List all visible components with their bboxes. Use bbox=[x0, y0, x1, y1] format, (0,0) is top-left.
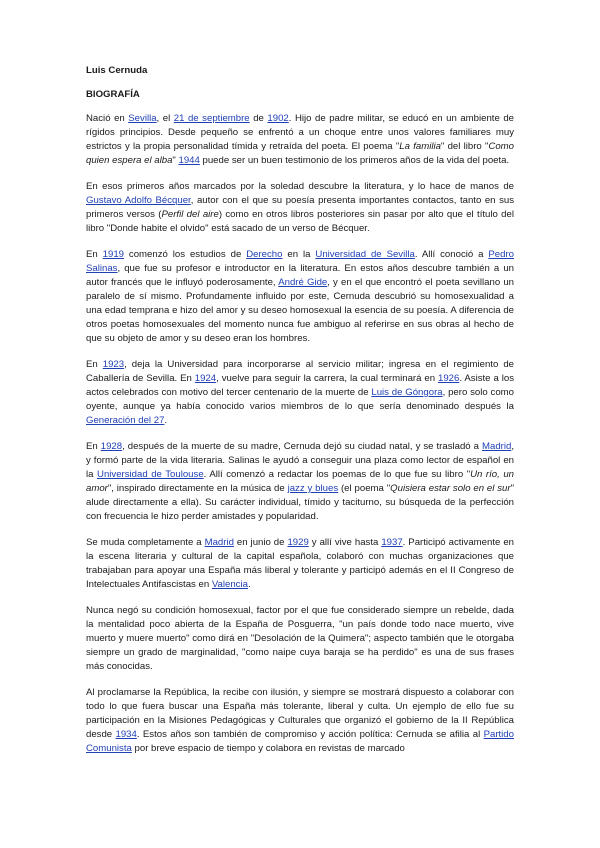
paragraph bbox=[86, 358, 514, 428]
paragraph-text: , vuelve para seguir la carrera, la cual terminará en bbox=[216, 373, 438, 384]
section-heading: BIOGRAFÍA bbox=[86, 89, 140, 100]
text-link[interactable]: Universidad de Sevilla bbox=[315, 249, 415, 260]
text-link[interactable]: 1934 bbox=[115, 729, 137, 740]
text-link[interactable]: Valencia bbox=[211, 579, 248, 590]
paragraph-text: , que fue su profesor e introductor en la literatura. En estos años descubre también a un autor francés que le influyó poderosamente, bbox=[86, 263, 514, 288]
italic-title: Como quien espera el alba bbox=[86, 141, 514, 166]
paragraph-text: . Hijo de padre militar, se educó en un ambiente de rígidos principios. Desde pequeño se enfrentó a un choque entre unos valores familiares muy estrictos y la propia personalidad tímida y retraída del poeta. El poema " bbox=[86, 113, 514, 152]
paragraph bbox=[86, 180, 514, 236]
paragraph-text: " bbox=[172, 155, 179, 166]
paragraph-text: Se muda completamente a bbox=[86, 537, 205, 548]
paragraph-text: . Allí comenzó a redactar los poemas de lo que fue su libro " bbox=[203, 469, 471, 480]
paragraph-text: . bbox=[164, 415, 168, 426]
paragraph-text: Nació en bbox=[86, 113, 129, 124]
italic-title: Quisiera estar solo en el sur bbox=[390, 483, 511, 494]
text-link[interactable]: Luis de Góngora bbox=[371, 387, 443, 398]
paragraph-text: , y formó parte de la vida literaria. Salinas le ayudó a conseguir una plaza como lector de español en la bbox=[86, 441, 514, 480]
text-link[interactable]: André Gide bbox=[278, 277, 328, 288]
text-link[interactable]: Madrid bbox=[204, 537, 234, 548]
italic-title: Un río, un amor bbox=[86, 469, 514, 494]
paragraph-text: ) como en otros libros posteriores sin pasar por alto que el título del libro "Donde habite el olvido" está sacado de un verso de Bécquer. bbox=[86, 209, 514, 234]
paragraph-text: En bbox=[86, 249, 103, 260]
paragraph-text: en la bbox=[282, 249, 316, 260]
paragraph-text: , después de la muerte de su madre, Cernuda dejó su ciudad natal, y se trasladó a bbox=[122, 441, 482, 452]
text-link[interactable]: 1923 bbox=[102, 359, 125, 370]
paragraph-text: , autor con el que su poesía presenta importantes contactos, tanto en sus primeros versos ( bbox=[86, 195, 514, 220]
text-link[interactable]: Madrid bbox=[482, 441, 512, 452]
text-link[interactable]: Gustavo Adolfo Bécquer bbox=[86, 195, 191, 206]
paragraph-text: . Allí conoció a bbox=[414, 249, 489, 260]
paragraph-text: puede ser un buen testimonio de los primeros años de la vida del poeta. bbox=[199, 155, 510, 166]
paragraph-text: . bbox=[247, 579, 251, 590]
text-link[interactable]: 1928 bbox=[100, 441, 123, 452]
text-link[interactable]: jazz y blues bbox=[287, 483, 339, 494]
text-link[interactable]: Universidad de Toulouse bbox=[97, 469, 204, 480]
paragraph-text: En bbox=[86, 441, 101, 452]
text-link[interactable]: 1924 bbox=[194, 373, 217, 384]
paragraph-text: Al proclamarse la República, la recibe con ilusión, y siempre se mostrará dispuesto a colaborar con todo lo que fuera buscar una España más tolerante, liberal y culta. Un ejemplo de ello fue su participación en la Misiones Pedagógicas y Culturales que organizó el gobierno de la II República desde bbox=[86, 687, 514, 740]
paragraph-text: " alude directamente a ella). Su carácter individual, tímido y taciturno, su búsqueda de la perfección con frecuencia le hizo perder amistades y popularidad. bbox=[86, 483, 514, 522]
paragraph-text: En esos primeros años marcados por la soledad descubre la literatura, y lo hace de manos de bbox=[86, 181, 514, 192]
paragraph-text: (el poema " bbox=[338, 483, 391, 494]
paragraph-text: , y en el que encontró el poeta sevillano un paralelo de sí mismo. Profundamente influido por este, Cernuda descubrió su homosexualidad a una edad temprana e hizo del amor y su deseo homosexual la esencia de su poesía. A diferencia de otros poetas homosexuales del momento nunca fue ambiguo al referirse en sus obras al hecho de que su objeto de amor y su deseo eran los hombres. bbox=[86, 277, 514, 344]
text-link[interactable]: 1929 bbox=[287, 537, 309, 548]
paragraph bbox=[86, 536, 514, 592]
author-name: Luis Cernuda bbox=[86, 65, 148, 76]
paragraph-text: Nunca negó su condición homosexual, factor por el que fue considerado siempre un rebelde, dada la mentalidad poco abierta de la España de Posguerra, "un país donde todo nace muerto, vive muerto y muere muerto" como dirá en "Desolación de la Quimera"; aspecto también que le otorgaba siempre un grado de marginalidad, "como naipe cuya baraja se ha perdido" es una de sus frases más conocidas. bbox=[86, 605, 514, 672]
paragraph-text: , el bbox=[156, 113, 174, 124]
paragraph bbox=[86, 248, 514, 346]
text-link[interactable]: 1937 bbox=[381, 537, 403, 548]
text-link[interactable]: Pedro Salinas bbox=[86, 249, 514, 274]
text-link[interactable]: 21 de septiembre bbox=[173, 113, 250, 124]
paragraph-text: en junio de bbox=[233, 537, 288, 548]
paragraph-text: de bbox=[249, 113, 268, 124]
text-link[interactable]: Derecho bbox=[246, 249, 283, 260]
text-link[interactable]: 1944 bbox=[178, 155, 200, 166]
text-link[interactable]: Partido Comunista bbox=[86, 729, 514, 754]
paragraph bbox=[86, 604, 514, 674]
paragraph bbox=[86, 686, 514, 756]
text-link[interactable]: Generación del 27 bbox=[86, 415, 165, 426]
paragraph-text: por breve espacio de tiempo y colabora en revistas de marcado bbox=[131, 743, 405, 754]
paragraph-text: . Participó activamente en la escena literaria y cultural de la capital española, colaboró con muchas organizaciones que trabajaban para apoyar una España más liberal y tolerante y participó además en el II Congreso de Intelectuales Antifascistas en bbox=[86, 537, 514, 590]
paragraph bbox=[86, 440, 514, 524]
paragraph-text: En bbox=[86, 359, 103, 370]
text-link[interactable]: 1902 bbox=[267, 113, 289, 124]
text-link[interactable]: Sevilla bbox=[128, 113, 157, 124]
text-link[interactable]: 1919 bbox=[102, 249, 124, 260]
paragraph-text: . Estos años son también de compromiso y acción política: Cernuda se afilia al bbox=[136, 729, 484, 740]
paragraph-text: y allí vive hasta bbox=[308, 537, 382, 548]
paragraph-text: " del libro " bbox=[440, 141, 489, 152]
paragraph-text: comenzó los estudios de bbox=[124, 249, 247, 260]
text-link[interactable]: 1926 bbox=[437, 373, 460, 384]
paragraph bbox=[86, 112, 514, 168]
italic-title: La familia bbox=[399, 141, 441, 152]
italic-title: Perfil del aire bbox=[161, 209, 219, 220]
paragraph-text: . Asiste a los actos celebrados con motivo del tercer centenario de la muerte de bbox=[86, 373, 514, 398]
paragraph-text: , pero solo como oyente, aunque ya había conocido varios miembros de lo que sería denominado después la bbox=[86, 387, 514, 412]
paragraph-text: , deja la Universidad para incorporarse al servicio militar; ingresa en el regimiento de Caballería de Sevilla. En bbox=[86, 359, 514, 384]
paragraph-text: ", inspirado directamente en la música de bbox=[107, 483, 288, 494]
